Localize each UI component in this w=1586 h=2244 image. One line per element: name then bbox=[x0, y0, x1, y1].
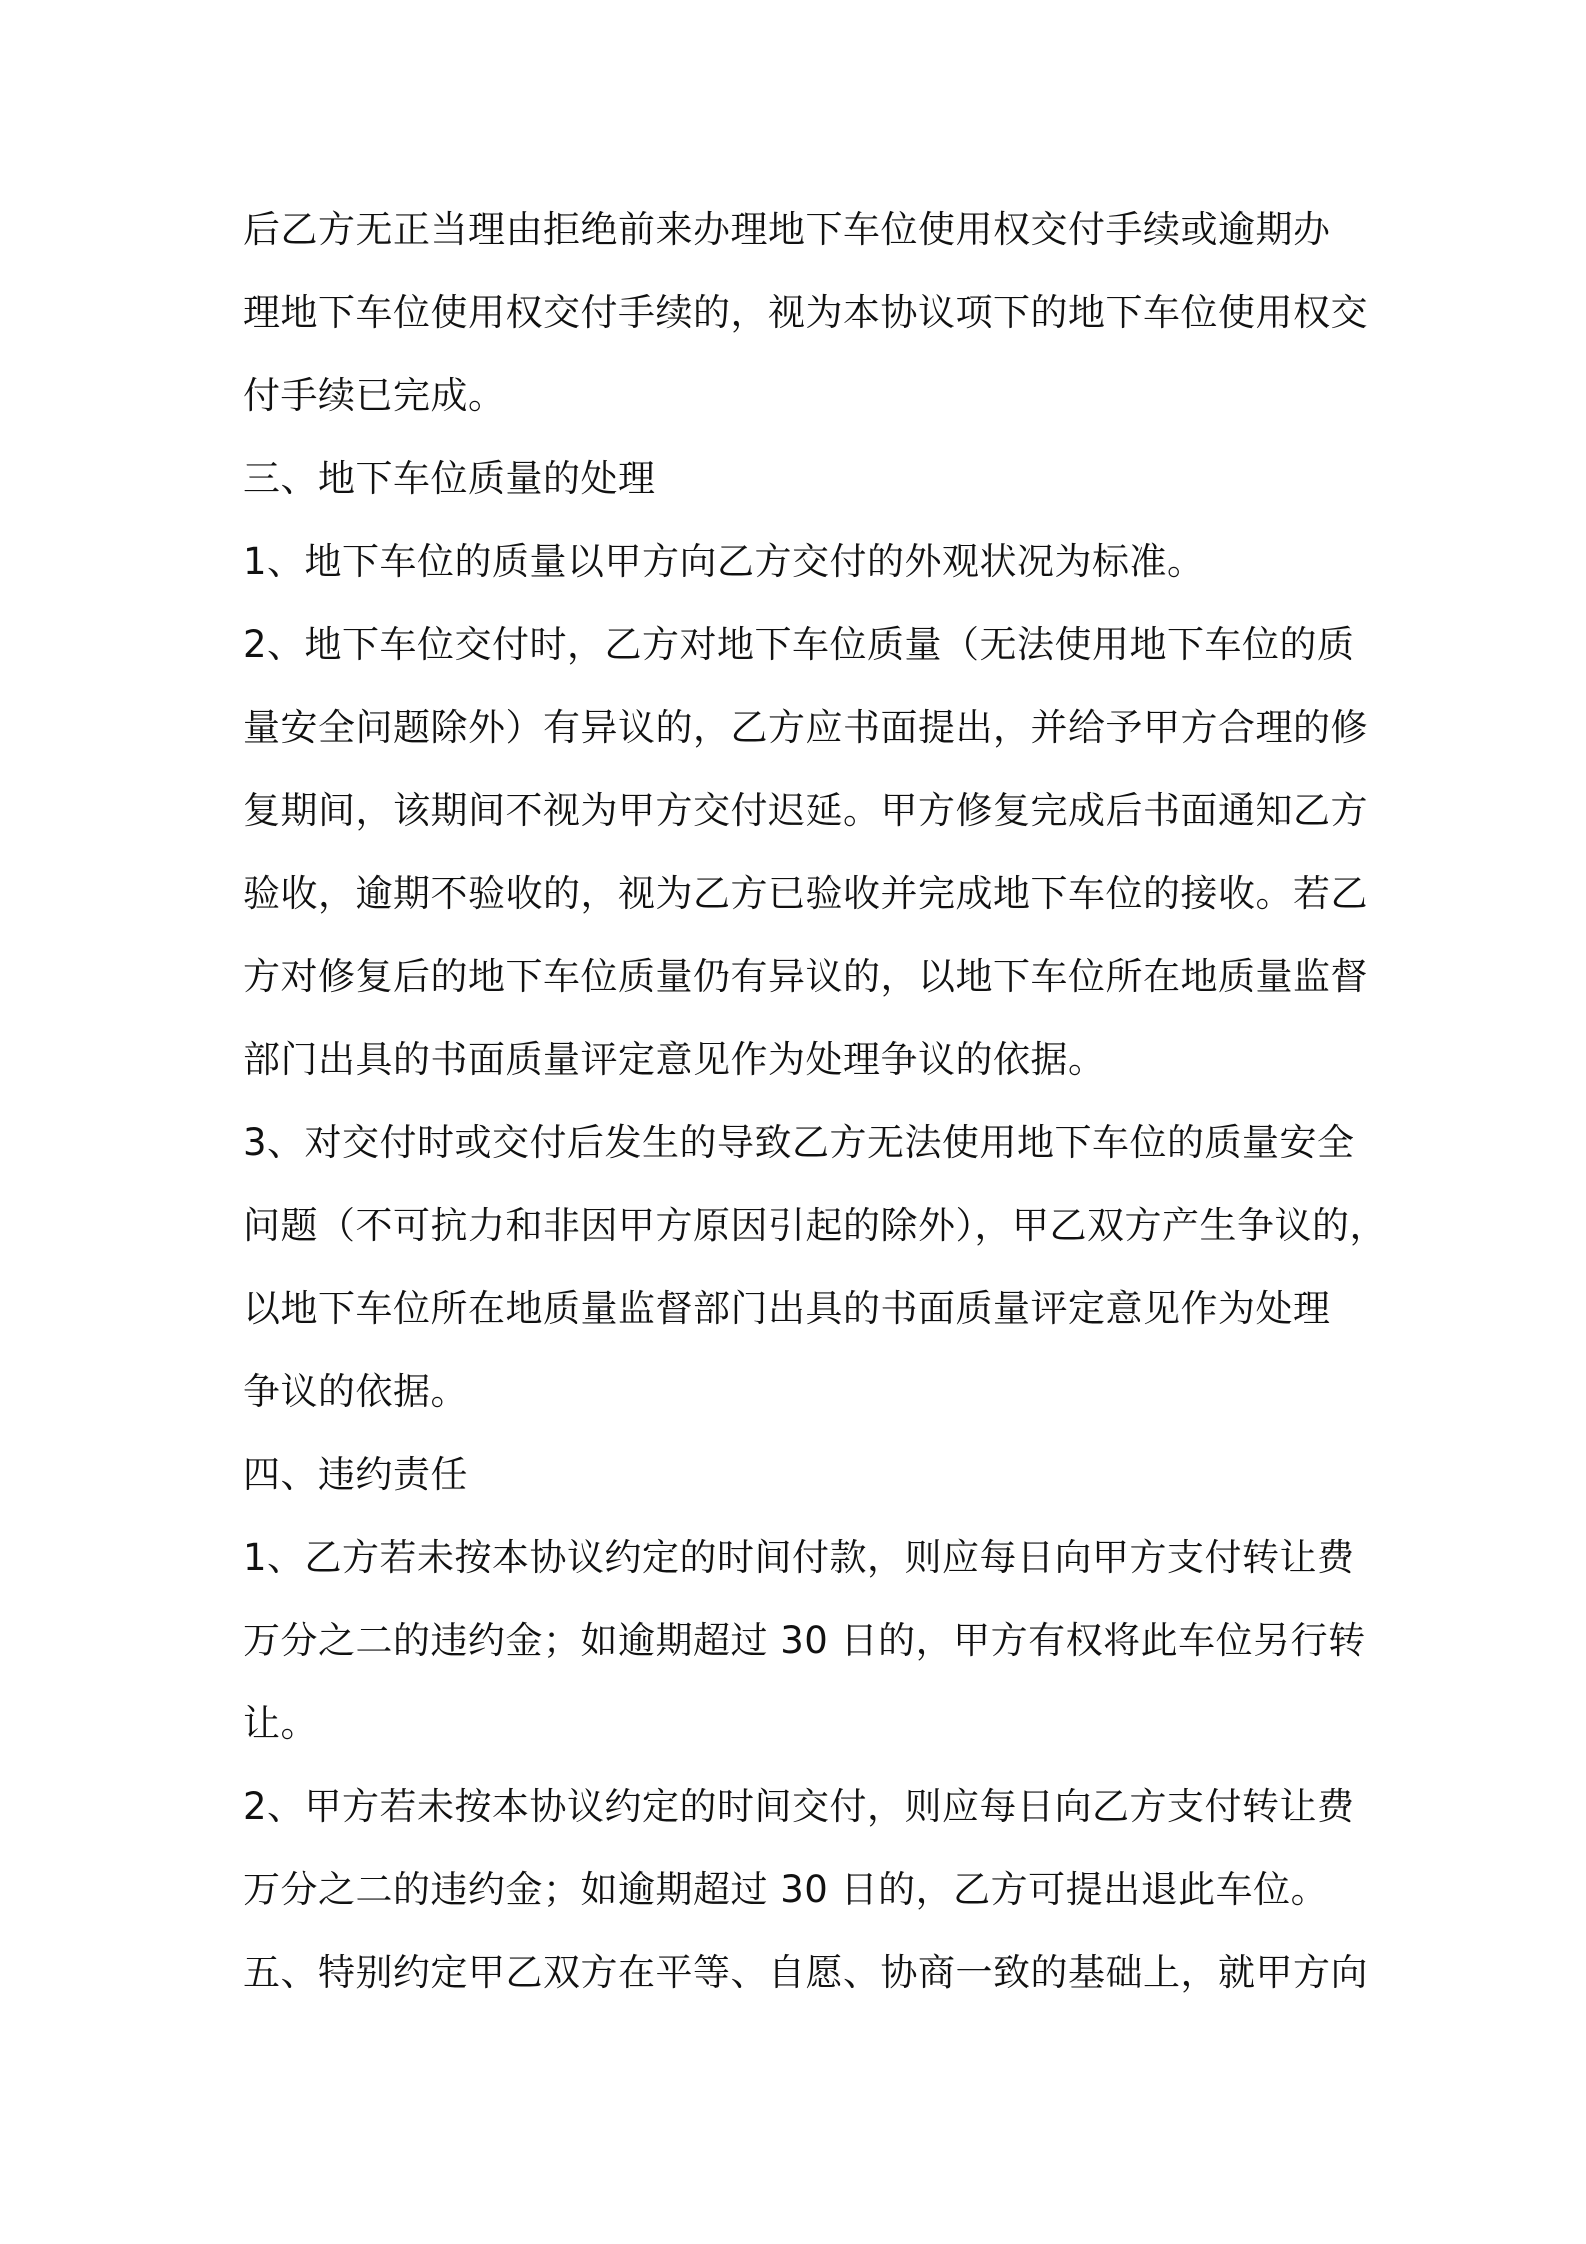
text-line: 争议的依据。 bbox=[243, 1370, 468, 1413]
text-line: 部门出具的书面质量评定意见作为处理争议的依据。 bbox=[243, 1038, 1106, 1081]
text-line: 3、对交付时或交付后发生的导致乙方无法使用地下车位的质量安全 bbox=[243, 1121, 1355, 1164]
text-line: 理地下车位使用权交付手续的，视为本协议项下的地下车位使用权交 bbox=[243, 291, 1368, 334]
section-heading: 四、违约责任 bbox=[243, 1453, 468, 1496]
text-line: 问题（不可抗力和非因甲方原因引起的除外），甲乙双方产生争议的， bbox=[243, 1204, 1387, 1247]
text-line: 以地下车位所在地质量监督部门出具的书面质量评定意见作为处理 bbox=[243, 1287, 1331, 1330]
text-line: 1、乙方若未按本协议约定的时间付款，则应每日向甲方支付转让费 bbox=[243, 1536, 1355, 1579]
text-line: 复期间，该期间不视为甲方交付迟延。甲方修复完成后书面通知乙方 bbox=[243, 789, 1368, 832]
text-line: 让。 bbox=[243, 1702, 318, 1745]
text-line: 后乙方无正当理由拒绝前来办理地下车位使用权交付手续或逾期办 bbox=[243, 208, 1331, 251]
text-line: 付手续已完成。 bbox=[243, 374, 506, 417]
text-line: 万分之二的违约金；如逾期超过 30 日的，乙方可提出退此车位。 bbox=[243, 1868, 1329, 1911]
section-heading: 五、特别约定甲乙双方在平等、自愿、协商一致的基础上，就甲方向 bbox=[243, 1951, 1368, 1994]
section-heading: 三、地下车位质量的处理 bbox=[243, 457, 656, 500]
text-line: 万分之二的违约金；如逾期超过 30 日的，甲方有权将此车位另行转 bbox=[243, 1619, 1366, 1662]
text-line: 方对修复后的地下车位质量仍有异议的，以地下车位所在地质量监督 bbox=[243, 955, 1368, 998]
text-line: 1、地下车位的质量以甲方向乙方交付的外观状况为标准。 bbox=[243, 540, 1205, 583]
text-line: 验收，逾期不验收的，视为乙方已验收并完成地下车位的接收。若乙 bbox=[243, 872, 1368, 915]
text-line: 2、地下车位交付时，乙方对地下车位质量（无法使用地下车位的质 bbox=[243, 623, 1355, 666]
text-line: 2、甲方若未按本协议约定的时间交付，则应每日向乙方支付转让费 bbox=[243, 1785, 1355, 1828]
text-line: 量安全问题除外）有异议的，乙方应书面提出，并给予甲方合理的修 bbox=[243, 706, 1368, 749]
